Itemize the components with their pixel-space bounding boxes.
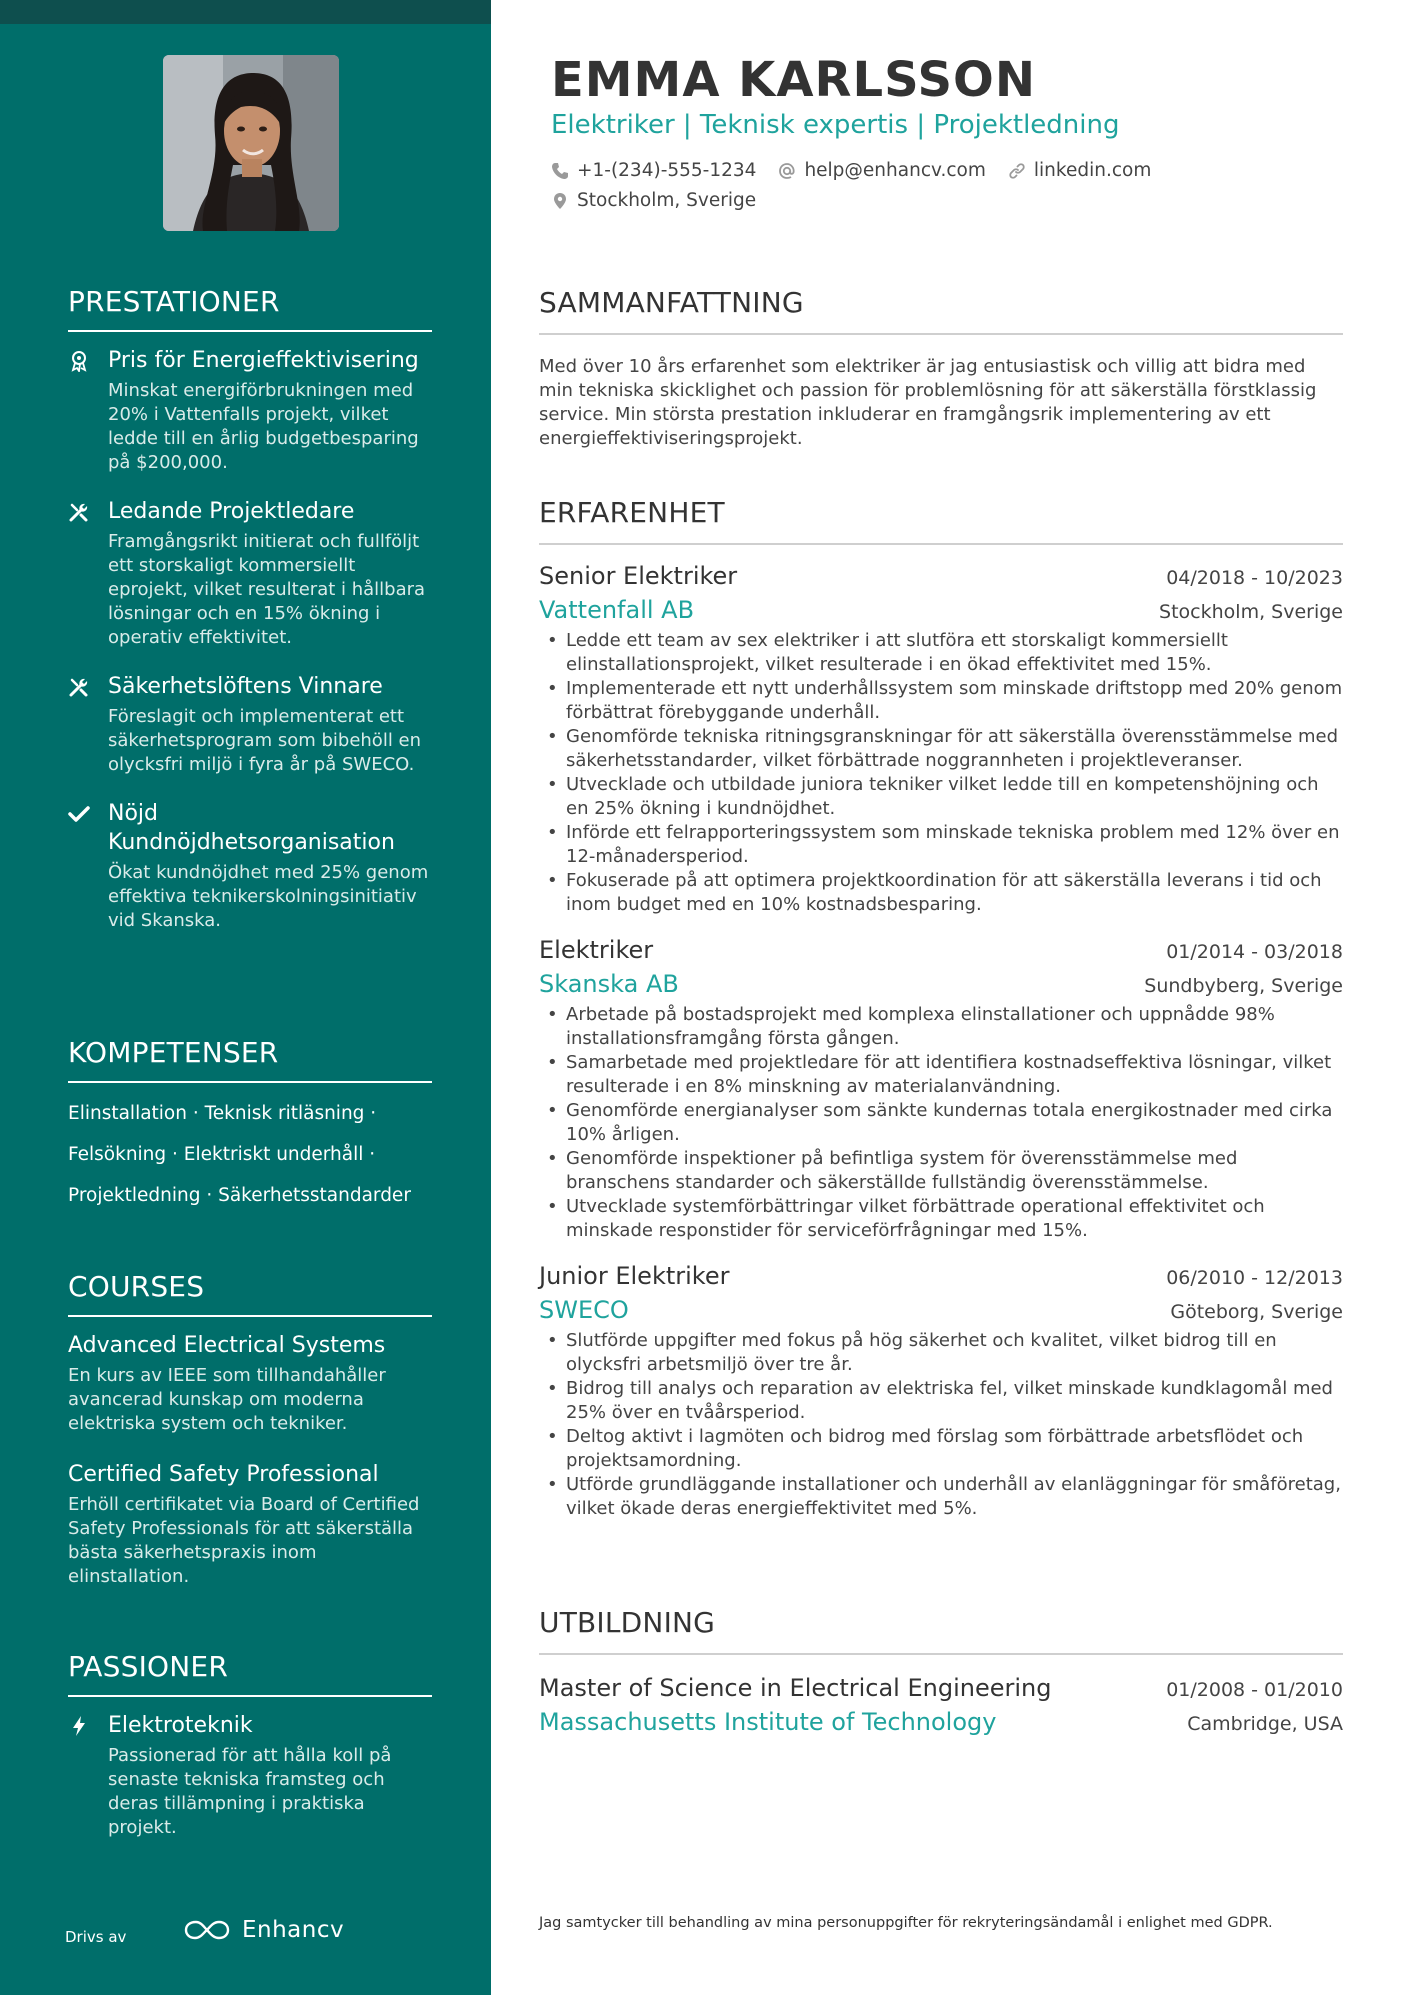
achievement-item — [68, 799, 432, 933]
achievements-section — [68, 285, 432, 955]
passions-list — [68, 1711, 432, 1840]
enhancv-logo-icon — [184, 1917, 230, 1943]
achievements-title: PRESTATIONER — [68, 285, 432, 332]
job-bullets — [539, 1329, 1343, 1521]
job-entry — [539, 1259, 1343, 1521]
course-item — [68, 1331, 432, 1436]
skills-list — [68, 1093, 432, 1216]
achievement-description: Ökat kundnöjdhet med 25% genom effektiva teknikerskolningsinitiativ vid Skanska. — [108, 862, 429, 931]
education-degree: Master of Science in Electrical Engineering — [539, 1674, 1052, 1702]
job-bullet: • Införde ett felrapporteringssystem som minskade tekniska problem med 12% över en 12-månadersperiod. — [539, 821, 1343, 869]
experience-title: ERFARENHET — [539, 496, 1343, 545]
education-entry — [539, 1671, 1343, 1739]
achievement-title: Pris för Energieffektivisering — [108, 348, 419, 373]
job-bullet: • Fokuserade på att optimera projektkoordination för att säkerställa leverans i tid och inom budget med en 10% kostnadsbesparing. — [539, 869, 1343, 917]
course-title: Advanced Electrical Systems — [68, 1333, 386, 1358]
achievements-list — [68, 346, 432, 933]
job-company: SWECO — [539, 1296, 629, 1324]
course-description: En kurs av IEEE som tillhandahåller avancerad kunskap om moderna elektriska system och tekniker. — [68, 1365, 386, 1434]
job-title: Junior Elektriker — [539, 1262, 730, 1290]
education-title: UTBILDNING — [539, 1606, 1343, 1655]
tools-icon — [68, 501, 90, 523]
passions-title: PASSIONER — [68, 1650, 432, 1697]
profile-photo-illustration — [163, 55, 339, 231]
achievement-item — [68, 672, 432, 777]
job-bullet: • Genomförde energianalyser som sänkte kundernas totala energikostnader med cirka 10% årligen. — [539, 1099, 1343, 1147]
passions-section — [68, 1650, 432, 1862]
job-dates: 06/2010 - 12/2013 — [1166, 1267, 1343, 1289]
job-title: Senior Elektriker — [539, 562, 738, 590]
education-dates: 01/2008 - 01/2010 — [1166, 1679, 1343, 1701]
job-title: Elektriker — [539, 936, 654, 964]
job-bullet: • Ledde ett team av sex elektriker i att slutföra ett storskaligt kommersiellt elinstallationsprojekt, vilket resulterade i en ökad effektivitet med 15%. — [539, 629, 1343, 677]
candidate-name: EMMA KARLSSON — [551, 52, 1037, 108]
courses-title: COURSES — [68, 1270, 432, 1317]
summary-text: Med över 10 års erfarenhet som elektriker är jag entusiastisk och villig att bidra med min tekniska skicklighet och passion för problemlösning för att säkerställa förstklassig service. Min största prestation inkluderar en framgångsrik implementering av ett energieffektiviseringsprojekt. — [539, 356, 1317, 449]
achievement-description: Minskat energiförbrukningen med 20% i Vattenfalls projekt, vilket ledde till en årlig budgetbesparing på $200,000. — [108, 380, 419, 473]
location-text: Stockholm, Sverige — [577, 190, 757, 211]
summary-title: SAMMANFATTNING — [539, 286, 1343, 335]
skill-line: Elinstallation · Teknisk ritläsning · — [68, 1103, 377, 1124]
at-sign-icon — [778, 162, 796, 180]
achievement-description: Framgångsrikt initierat och fullföljt ett storskaligt kommersiellt eprojekt, vilket resulterat i hållbara lösningar och en 15% ökning i operativ effektivitet. — [108, 531, 426, 648]
job-dates: 04/2018 - 10/2023 — [1166, 567, 1343, 589]
contact-row — [551, 160, 1173, 181]
gdpr-consent: Jag samtycker till behandling av mina personuppgifter för rekryteringsändamål i enlighet med GDPR. — [539, 1915, 1273, 1931]
job-bullet: • Samarbetade med projektledare för att identifiera kostnadseffektiva lösningar, vilket resulterade i en 8% minskning av materialanvändning. — [539, 1051, 1343, 1099]
passion-item — [68, 1711, 432, 1840]
job-bullet: • Genomförde tekniska ritningsgranskningar för att säkerställa överensstämmelse med säkerhetsstandarder, vilket förbättrade noggrannheten i projektleveranser. — [539, 725, 1343, 773]
experience-section — [539, 496, 1343, 1521]
courses-section — [68, 1270, 432, 1613]
location-pin-icon — [551, 192, 569, 210]
contact-linkedin[interactable] — [1008, 160, 1151, 181]
link-icon — [1008, 162, 1026, 180]
achievement-item — [68, 346, 432, 475]
sidebar — [0, 0, 491, 1995]
achievement-item — [68, 497, 432, 650]
job-dates: 01/2014 - 03/2018 — [1166, 941, 1343, 963]
phone-text: +1-(234)-555-1234 — [577, 160, 757, 181]
achievement-title: Nöjd Kundnöjdhetsorganisation — [108, 801, 395, 855]
phone-icon — [551, 162, 569, 180]
passion-description: Passionerad för att hålla koll på senaste tekniska framsteg och deras tillämpning i praktiska projekt. — [108, 1745, 392, 1838]
contact-row-2 — [551, 190, 778, 211]
sidebar-top-bar — [0, 0, 491, 24]
contact-location — [551, 190, 756, 211]
job-location: Sundbyberg, Sverige — [1144, 975, 1343, 997]
skill-line: Projektledning · Säkerhetsstandarder — [68, 1185, 411, 1206]
skills-section — [68, 1036, 432, 1216]
tools-icon — [68, 676, 90, 698]
job-bullet: • Deltog aktivt i lagmöten och bidrog med förslag som förbättrade arbetsflödet och projektsamordning. — [539, 1425, 1343, 1473]
job-bullets — [539, 1003, 1343, 1243]
job-bullet: • Arbetade på bostadsprojekt med komplexa elinstallationer och uppnådde 98% installationsframgång första gången. — [539, 1003, 1343, 1051]
brand-name: Enhancv — [242, 1917, 345, 1943]
job-location: Göteborg, Sverige — [1170, 1301, 1343, 1323]
job-bullet: • Genomförde inspektioner på befintliga system för överensstämmelse med branschens standarder och säkerställde fullständig överensstämmelse. — [539, 1147, 1343, 1195]
education-section — [539, 1606, 1343, 1739]
skills-title: KOMPETENSER — [68, 1036, 432, 1083]
job-company: Vattenfall AB — [539, 596, 695, 624]
job-entry — [539, 933, 1343, 1243]
award-icon — [68, 350, 90, 372]
lightning-icon — [68, 1715, 90, 1737]
main-content — [491, 0, 1410, 1995]
achievement-description: Föreslagit och implementerat ett säkerhetsprogram som bibehöll en olycksfri miljö i fyra år på SWECO. — [108, 706, 422, 775]
summary-section — [539, 286, 1343, 451]
achievement-title: Säkerhetslöftens Vinnare — [108, 674, 383, 699]
candidate-headline: Elektriker | Teknisk expertis | Projektledning — [551, 110, 1120, 140]
achievement-title: Ledande Projektledare — [108, 499, 355, 524]
passion-title: Elektroteknik — [108, 1713, 253, 1738]
job-bullet: • Implementerade ett nytt underhållssystem som minskade driftstopp med 20% genom förbättrat förebyggande underhåll. — [539, 677, 1343, 725]
checkmark-icon — [68, 803, 90, 825]
skill-line: Felsökning · Elektriskt underhåll · — [68, 1144, 376, 1165]
course-title: Certified Safety Professional — [68, 1462, 379, 1487]
job-company: Skanska AB — [539, 970, 679, 998]
contact-phone[interactable] — [551, 160, 756, 181]
email-text: help@enhancv.com — [804, 160, 986, 181]
education-school: Massachusetts Institute of Technology — [539, 1708, 997, 1736]
job-location: Stockholm, Sverige — [1159, 601, 1343, 623]
linkedin-text: linkedin.com — [1033, 160, 1152, 181]
job-bullet: • Utförde grundläggande installationer och underhåll av elanläggningar för småföretag, vilket ökade deras energieffektivitet med 5%. — [539, 1473, 1343, 1521]
job-bullets — [539, 629, 1343, 917]
job-bullet: • Slutförde uppgifter med fokus på hög säkerhet och kvalitet, vilket bidrog till en olycksfri arbetsmiljö över tre år. — [539, 1329, 1343, 1377]
brand-logo[interactable] — [184, 1917, 344, 1943]
job-bullet: • Utvecklade systemförbättringar vilket förbättrade operational effektivitet och minskade responstider för serviceförfrågningar med 15%. — [539, 1195, 1343, 1243]
contact-email[interactable] — [778, 160, 985, 181]
profile-photo — [163, 55, 339, 231]
job-bullet: • Utvecklade och utbildade juniora tekniker vilket ledde till en kompetenshöjning och en 25% ökning i kundnöjdhet. — [539, 773, 1343, 821]
education-location: Cambridge, USA — [1187, 1713, 1343, 1735]
course-description: Erhöll certifikatet via Board of Certified Safety Professionals för att säkerställa bästa säkerhetspraxis inom elinstallation. — [68, 1494, 420, 1587]
job-bullet: • Bidrog till analys och reparation av elektriska fel, vilket minskade kundklagomål med 25% över en tvåårsperiod. — [539, 1377, 1343, 1425]
job-entry — [539, 559, 1343, 917]
course-item — [68, 1460, 432, 1589]
powered-by-label: Drivs av — [65, 1928, 127, 1946]
